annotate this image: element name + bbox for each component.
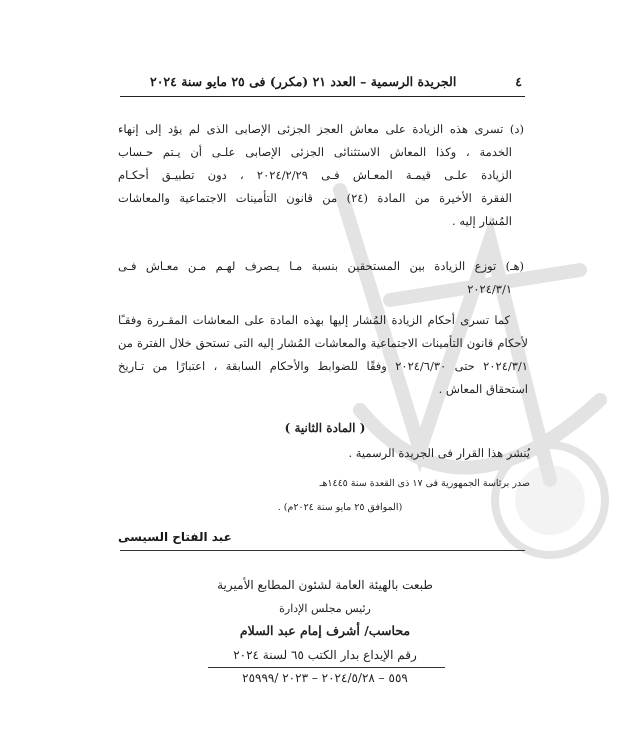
signature-divider (120, 550, 525, 551)
article-two-heading: ( المادة الثانية ) (284, 421, 366, 435)
text-line: لأحكام قانون التأمينات الاجتماعية والمعاشات المُشار إليه التى تستحق خلال الفترة من (118, 336, 528, 350)
deposit-number: رقم الإيداع بدار الكتب ٦٥ لسنة ٢٠٢٤ (233, 648, 417, 662)
gazette-title: الجريدة الرسمية – العدد ٢١ (مكرر) فى ٢٥ مايو سنة ٢٠٢٤ (150, 74, 457, 89)
imprint-block (195, 578, 455, 592)
signature-name: عبد الفتاح السيسى (118, 530, 232, 544)
imprint-deposit (195, 648, 455, 662)
paragraph-final (118, 309, 528, 401)
text-line: المُشار إليه . (452, 214, 512, 228)
serial-number: ٥٥٩ – ٢٠٢٤/٥/٢٨ – ٢٠٢٣ /٢٥٩٩٩ (242, 671, 408, 685)
text-line: استحقاق المعاش . (438, 382, 528, 396)
board-title: رئيس مجلس الإدارة (279, 602, 371, 615)
text-line: (هـ) توزع الزيادة بين المستحقين بنسبة مـا يـصرف لهـم مـن معـاش فـى (118, 259, 524, 273)
text-line: (د) تسرى هذه الزيادة على معاش العجز الجزئى الإصابى الذى لم يؤد إلى إنهاء (118, 122, 524, 136)
text-line: ٢٠٢٤/٣/١ (467, 282, 512, 296)
text-line: الخدمة ، وكذا المعاش الاستثنائى الجزئى الإصابى علـى أن يـتم حـساب (118, 145, 512, 159)
imprint-board (195, 602, 455, 615)
imprint-chairman (195, 623, 455, 638)
text-line: الفقرة الأخيرة من المادة (٢٤) من قانون التأمينات الاجتماعية والمعاشات (118, 191, 512, 205)
corresponding-line: (الموافق ٢٥ مايو سنة ٢٠٢٤م) . (277, 502, 403, 513)
publish-text: يُنشر هذا القرار فى الجريدة الرسمية . (348, 446, 530, 460)
header-divider (120, 96, 525, 97)
paragraph-d (118, 118, 524, 233)
imprint-divider (208, 667, 445, 668)
text-line: كما تسرى أحكام الزيادة المُشار إليها بهذه المادة على المعاشات المقـررة وفقـًا (118, 313, 510, 327)
printed-by: طبعت بالهيئة العامة لشئون المطابع الأميرية (217, 578, 433, 592)
paragraph-h (118, 255, 524, 301)
text-line: الزيادة علـى قيمـة المعـاش فـى ٢٠٢٤/٢/٢٩ ، دون تطبيـق أحكـام (118, 168, 512, 182)
page-header (150, 74, 522, 89)
chairman-name: محاسب/ أشرف إمام عبد السلام (239, 623, 411, 638)
page-number: ٤ (515, 74, 522, 89)
issued-line: صدر برئاسة الجمهورية فى ١٧ ذى القعدة سنة ١٤٤٥هـ (319, 478, 530, 489)
text-line: ٢٠٢٤/٣/١ حتى ٢٠٢٤/٦/٣٠ وفقًا للضوابط والأحكام السابقة ، اعتبارًا من تـاريخ (118, 359, 528, 373)
imprint-serial (195, 671, 455, 685)
